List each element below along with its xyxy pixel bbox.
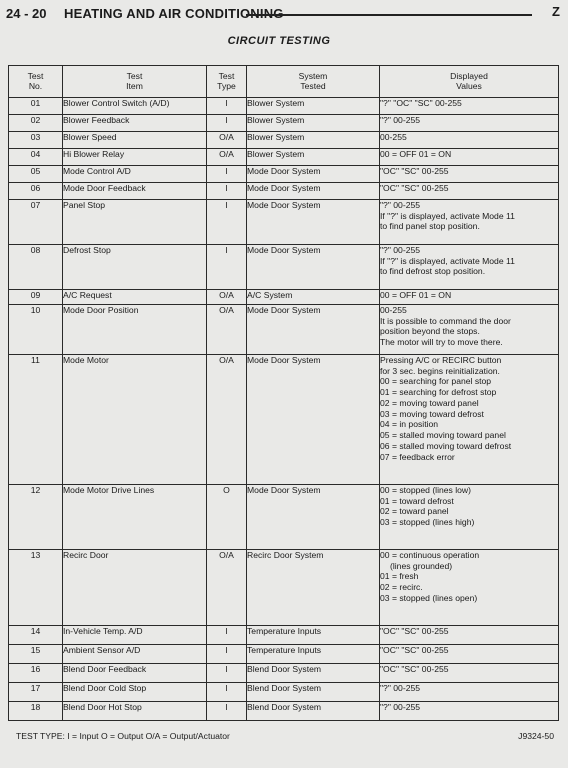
test-item-cell: Ambient Sensor A/D xyxy=(63,645,207,664)
value-line: 01 = toward defrost xyxy=(380,495,454,506)
test-type-cell: I xyxy=(207,645,247,664)
table-row xyxy=(9,200,559,245)
displayed-values-cell xyxy=(380,626,559,645)
value-line: If "?" is displayed, activate Mode 11 xyxy=(380,210,515,221)
displayed-values-cell xyxy=(380,149,559,166)
test-item-cell: Blower Control Switch (A/D) xyxy=(63,98,207,115)
displayed-values-cell xyxy=(380,98,559,115)
table-row xyxy=(9,115,559,132)
table-row xyxy=(9,305,559,355)
value-line: to find defrost stop position. xyxy=(380,266,486,277)
displayed-values-cell xyxy=(380,645,559,664)
page-number: 24 - 20 xyxy=(6,6,47,21)
displayed-values-cell xyxy=(380,183,559,200)
value-line: 00-255 xyxy=(380,305,407,315)
system-tested-cell: Temperature Inputs xyxy=(247,645,380,664)
value-line: for 3 sec. begins reinitialization. xyxy=(380,365,500,376)
header-rule xyxy=(246,14,532,16)
test-number-cell: 15 xyxy=(9,645,63,664)
value-line: 02 = toward panel xyxy=(380,506,449,517)
value-line: 07 = feedback error xyxy=(380,451,455,462)
test-type-cell: I xyxy=(207,683,247,702)
value-line: 03 = moving toward defrost xyxy=(380,408,484,419)
test-type-cell: I xyxy=(207,183,247,200)
table-row xyxy=(9,702,559,721)
header-system-tested: System Tested xyxy=(247,66,380,98)
value-line: "OC" "SC" 00-255 xyxy=(380,645,449,655)
circuit-testing-table xyxy=(8,65,559,721)
test-type-cell: I xyxy=(207,98,247,115)
section-title: HEATING AND AIR CONDITIONING xyxy=(64,6,284,21)
page-title: CIRCUIT TESTING xyxy=(227,35,331,47)
system-tested-cell: Mode Door System xyxy=(247,305,380,355)
test-number-cell: 06 xyxy=(9,183,63,200)
system-tested-cell: Blend Door System xyxy=(247,664,380,683)
test-type-cell: O xyxy=(207,485,247,550)
system-tested-cell: A/C System xyxy=(247,290,380,305)
value-line: 06 = stalled moving toward defrost xyxy=(380,440,512,451)
test-type-cell: O/A xyxy=(207,149,247,166)
displayed-values-cell xyxy=(380,550,559,626)
system-tested-cell: Blower System xyxy=(247,115,380,132)
value-line: "?" 00-255 xyxy=(380,200,421,210)
value-line: 02 = moving toward panel xyxy=(380,397,479,408)
displayed-values-cell xyxy=(380,290,559,305)
displayed-values-cell xyxy=(380,683,559,702)
system-tested-cell: Blower System xyxy=(247,98,380,115)
displayed-values-cell xyxy=(380,355,559,485)
system-tested-cell: Mode Door System xyxy=(247,355,380,485)
test-item-cell: Mode Control A/D xyxy=(63,166,207,183)
test-type-cell: O/A xyxy=(207,355,247,485)
value-line: 05 = stalled moving toward panel xyxy=(380,430,506,441)
test-number-cell: 05 xyxy=(9,166,63,183)
figure-id: J9324-50 xyxy=(518,731,554,741)
value-line: 00 = stopped (lines low) xyxy=(380,485,472,495)
value-line: Pressing A/C or RECIRC button xyxy=(380,355,502,365)
displayed-values-cell xyxy=(380,132,559,149)
value-line: "?" 00-255 xyxy=(380,115,421,125)
test-type-legend: TEST TYPE: I = Input O = Output O/A = Output/Actuator xyxy=(16,731,230,741)
value-line: to find panel stop position. xyxy=(380,221,480,232)
test-number-cell: 03 xyxy=(9,132,63,149)
value-line: 00 = continuous operation xyxy=(380,550,480,560)
test-number-cell: 18 xyxy=(9,702,63,721)
test-item-cell: Blend Door Feedback xyxy=(63,664,207,683)
test-number-cell: 13 xyxy=(9,550,63,626)
test-type-cell: I xyxy=(207,166,247,183)
table-row xyxy=(9,290,559,305)
test-type-cell: I xyxy=(207,245,247,290)
test-type-cell: O/A xyxy=(207,305,247,355)
value-line: "OC" "SC" 00-255 xyxy=(380,664,449,674)
test-type-cell: O/A xyxy=(207,132,247,149)
test-item-cell: In-Vehicle Temp. A/D xyxy=(63,626,207,645)
value-line: If "?" is displayed, activate Mode 11 xyxy=(380,255,515,266)
displayed-values-cell xyxy=(380,200,559,245)
value-line: It is possible to command the door xyxy=(380,315,511,326)
table-row xyxy=(9,98,559,115)
value-line: 00 = OFF 01 = ON xyxy=(380,149,452,159)
test-type-cell: I xyxy=(207,626,247,645)
table-row xyxy=(9,149,559,166)
test-item-cell: A/C Request xyxy=(63,290,207,305)
table-row xyxy=(9,645,559,664)
test-number-cell: 09 xyxy=(9,290,63,305)
system-tested-cell: Mode Door System xyxy=(247,200,380,245)
table-row xyxy=(9,683,559,702)
table-row xyxy=(9,166,559,183)
displayed-values-cell xyxy=(380,702,559,721)
displayed-values-cell xyxy=(380,664,559,683)
system-tested-cell: Mode Door System xyxy=(247,183,380,200)
page-header xyxy=(6,4,560,24)
table-row xyxy=(9,355,559,485)
system-tested-cell: Blend Door System xyxy=(247,702,380,721)
value-line: 00 = searching for panel stop xyxy=(380,376,492,387)
value-line: 01 = searching for defrost stop xyxy=(380,387,497,398)
test-item-cell: Blower Feedback xyxy=(63,115,207,132)
value-line: 00 = OFF 01 = ON xyxy=(380,290,452,300)
header-test-no: Test No. xyxy=(9,66,63,98)
value-line: "?" 00-255 xyxy=(380,683,421,693)
table-row xyxy=(9,485,559,550)
test-type-cell: O/A xyxy=(207,290,247,305)
system-tested-cell: Temperature Inputs xyxy=(247,626,380,645)
test-item-cell: Blower Speed xyxy=(63,132,207,149)
system-tested-cell: Blower System xyxy=(247,132,380,149)
displayed-values-cell xyxy=(380,485,559,550)
test-number-cell: 12 xyxy=(9,485,63,550)
value-line: (lines grounded) xyxy=(390,560,453,571)
test-number-cell: 08 xyxy=(9,245,63,290)
test-number-cell: 02 xyxy=(9,115,63,132)
test-item-cell: Mode Motor Drive Lines xyxy=(63,485,207,550)
table-row xyxy=(9,664,559,683)
test-item-cell: Recirc Door xyxy=(63,550,207,626)
test-item-cell: Blend Door Hot Stop xyxy=(63,702,207,721)
displayed-values-cell xyxy=(380,245,559,290)
value-line: 00-255 xyxy=(380,132,407,142)
test-number-cell: 10 xyxy=(9,305,63,355)
system-tested-cell: Mode Door System xyxy=(247,166,380,183)
test-type-cell: O/A xyxy=(207,550,247,626)
test-item-cell: Mode Door Feedback xyxy=(63,183,207,200)
corner-mark: Z xyxy=(552,4,560,19)
displayed-values-cell xyxy=(380,115,559,132)
value-line: "OC" "SC" 00-255 xyxy=(380,626,449,636)
value-line: "OC" "SC" 00-255 xyxy=(380,183,449,193)
system-tested-cell: Mode Door System xyxy=(247,245,380,290)
value-line: 04 = in position xyxy=(380,419,439,430)
header-displayed-values: Displayed Values xyxy=(380,66,559,98)
value-line: "?" 00-255 xyxy=(380,702,421,712)
test-number-cell: 07 xyxy=(9,200,63,245)
test-type-cell: I xyxy=(207,200,247,245)
test-item-cell: Hi Blower Relay xyxy=(63,149,207,166)
table-row xyxy=(9,245,559,290)
header-test-type: Test Type xyxy=(207,66,247,98)
table-row xyxy=(9,132,559,149)
table-row xyxy=(9,183,559,200)
value-line: 03 = stopped (lines open) xyxy=(380,592,478,603)
value-line: 02 = recirc. xyxy=(380,582,423,593)
test-item-cell: Mode Door Position xyxy=(63,305,207,355)
test-item-cell: Blend Door Cold Stop xyxy=(63,683,207,702)
value-line: "OC" "SC" 00-255 xyxy=(380,166,449,176)
displayed-values-cell xyxy=(380,166,559,183)
value-line: "?" 00-255 xyxy=(380,245,421,255)
test-item-cell: Defrost Stop xyxy=(63,245,207,290)
test-number-cell: 16 xyxy=(9,664,63,683)
test-number-cell: 04 xyxy=(9,149,63,166)
test-type-cell: I xyxy=(207,115,247,132)
test-number-cell: 01 xyxy=(9,98,63,115)
value-line: 03 = stopped (lines high) xyxy=(380,517,475,528)
system-tested-cell: Blend Door System xyxy=(247,683,380,702)
test-number-cell: 11 xyxy=(9,355,63,485)
table-row xyxy=(9,550,559,626)
table-header-row xyxy=(9,66,559,98)
system-tested-cell: Recirc Door System xyxy=(247,550,380,626)
test-item-cell: Panel Stop xyxy=(63,200,207,245)
test-item-cell: Mode Motor xyxy=(63,355,207,485)
value-line: 01 = fresh xyxy=(380,571,419,582)
header-test-item: Test Item xyxy=(63,66,207,98)
value-line: "?" "OC" "SC" 00-255 xyxy=(380,98,462,108)
test-type-cell: I xyxy=(207,702,247,721)
value-line: position beyond the stops. xyxy=(380,326,480,337)
value-line: The motor will try to move there. xyxy=(380,337,503,348)
test-type-cell: I xyxy=(207,664,247,683)
table-row xyxy=(9,626,559,645)
test-number-cell: 17 xyxy=(9,683,63,702)
system-tested-cell: Mode Door System xyxy=(247,485,380,550)
system-tested-cell: Blower System xyxy=(247,149,380,166)
test-number-cell: 14 xyxy=(9,626,63,645)
displayed-values-cell xyxy=(380,305,559,355)
